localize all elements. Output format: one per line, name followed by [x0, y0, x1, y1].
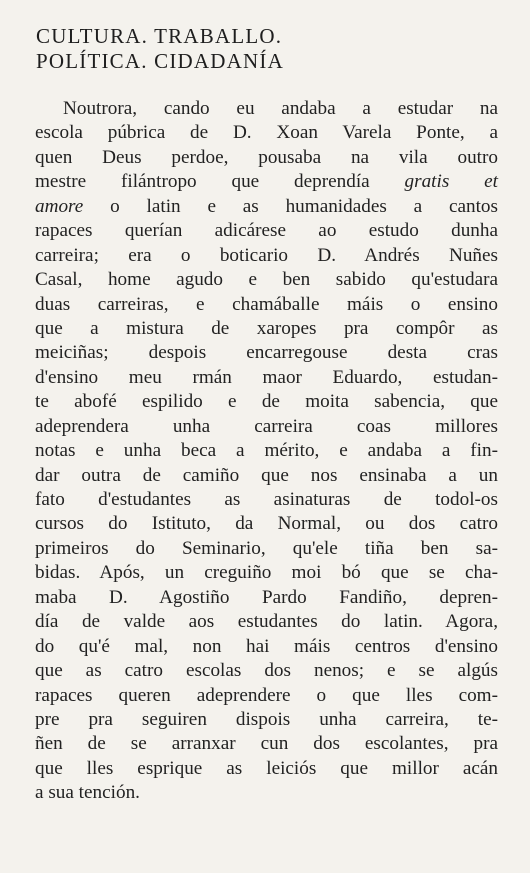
paragraph-line: carreira; era o boticario D. Andrés Nuñes	[35, 244, 498, 266]
article-paragraph	[35, 97, 498, 806]
article-title	[36, 24, 284, 74]
latin-phrase: amore	[35, 195, 84, 217]
paragraph-line: escola púbrica de D. Xoan Varela Ponte, a	[35, 122, 498, 144]
paragraph-line: ñen de se arranxar cun dos escolantes, pra	[35, 733, 498, 755]
paragraph-line: pre pra seguiren dispois unha carreira, te-	[35, 708, 498, 730]
paragraph-line: dar outra de camiño que nos ensinaba a un	[35, 464, 498, 486]
line-text: mestre filántropo que deprendía	[35, 171, 405, 193]
paragraph-line	[35, 195, 498, 219]
paragraph-line: notas e unha beca a mérito, e andaba a fin-	[35, 440, 498, 462]
paragraph-line: duas carreiras, e chamáballe máis o ensino	[35, 293, 498, 315]
paragraph-line: Noutrora, cando eu andaba a estudar na	[63, 98, 498, 119]
paragraph-line: rapaces queren adeprendere o que lles com-	[35, 684, 498, 706]
line-text: o latin e as humanidades a cantos	[83, 195, 498, 217]
paragraph-line	[35, 170, 498, 194]
paragraph-line: do qu'é mal, non hai máis centros d'ensino	[35, 635, 498, 657]
title-line: POLÍTICA. CIDADANÍA	[36, 49, 284, 73]
paragraph-line: a sua tención.	[35, 782, 140, 804]
title-line: CULTURA. TRABALLO.	[36, 24, 283, 48]
paragraph-line: te abofé espilido e de moita sabencia, que	[35, 391, 498, 413]
paragraph-line: que a mistura de xaropes pra compôr as	[35, 317, 498, 339]
paragraph-line: cursos do Istituto, da Normal, ou dos catro	[35, 513, 498, 535]
paragraph-line: maba D. Agostiño Pardo Fandiño, depren-	[35, 586, 498, 608]
paragraph-line: que as catro escolas dos nenos; e se algús	[35, 660, 498, 682]
paragraph-line: Casal, home agudo e ben sabido qu'estudara	[35, 269, 498, 291]
paragraph-line: meiciñas; despois encarregouse desta cras	[35, 342, 498, 364]
paragraph-line: rapaces querían adicárese ao estudo dunha	[35, 220, 498, 242]
paragraph-line: que lles esprique as leiciós que millor acán	[35, 757, 498, 779]
paragraph-line: día de valde aos estudantes do latin. Agora,	[35, 611, 498, 633]
paragraph-line: quen Deus perdoe, pousaba na vila outro	[35, 146, 498, 168]
paragraph-line: fato d'estudantes as asinaturas de todol-os	[35, 489, 498, 510]
paragraph-line: primeiros do Seminario, qu'ele tiña ben sa-	[35, 537, 498, 559]
paragraph-line: bidas. Após, un creguiño moi bó que se cha-	[35, 562, 498, 584]
paragraph-line: d'ensino meu rmán maor Eduardo, estudan-	[35, 366, 498, 388]
latin-phrase: gratis et	[404, 171, 498, 193]
paragraph-line: adeprendera unha carreira coas millores	[35, 415, 498, 437]
